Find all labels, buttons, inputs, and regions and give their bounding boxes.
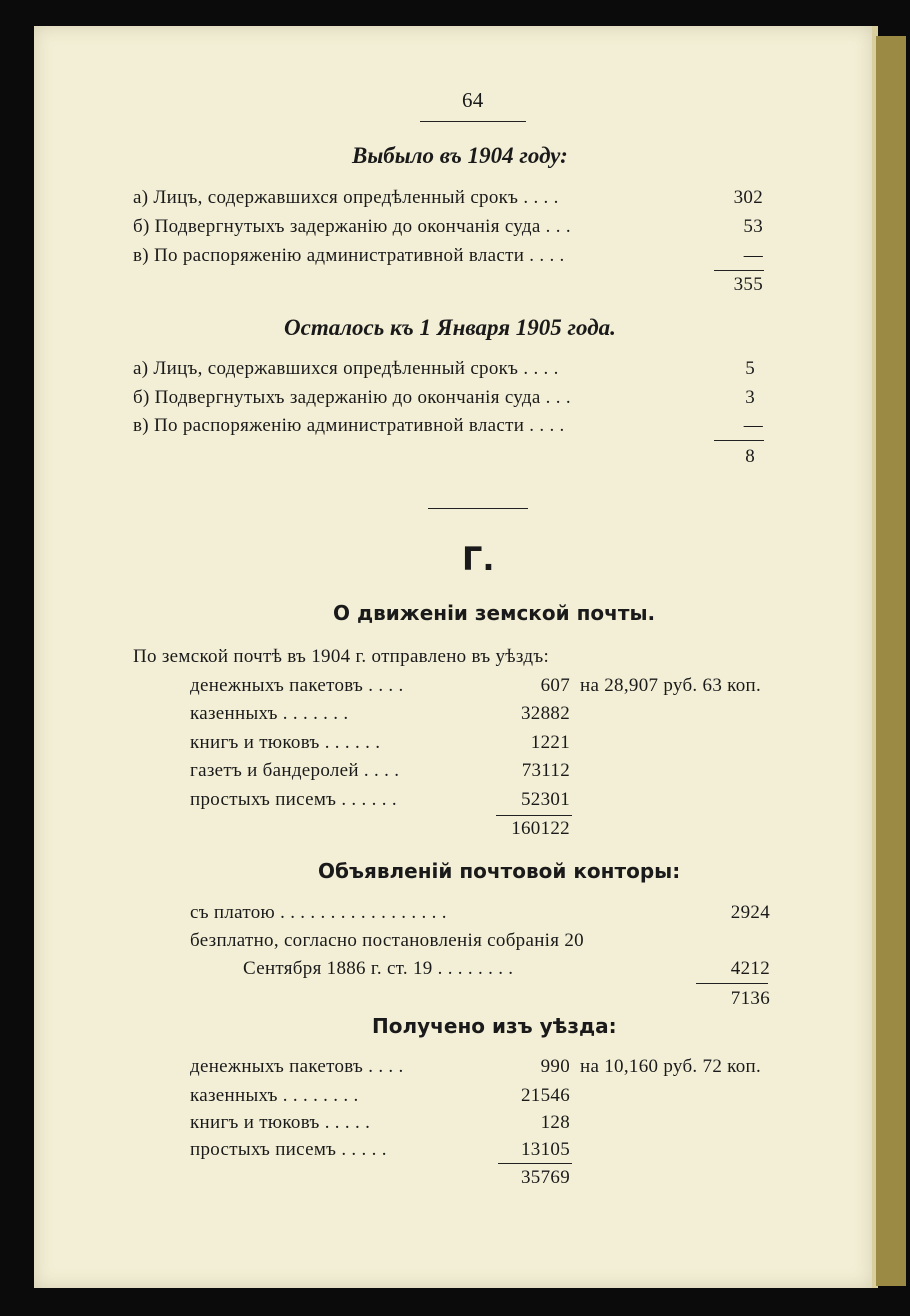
left-row-a-label: а) Лицъ, содержавшихся опредѣленный срокъ . . . . xyxy=(133,187,559,208)
section-title-remain: Осталось къ 1 Января 1905 года. xyxy=(284,315,616,340)
recv-row-1-value: 990 xyxy=(540,1056,570,1077)
ads-row-2-label: безплатно, согласно постановленія собранія 20 xyxy=(190,930,584,951)
remain-sum-rule xyxy=(714,440,764,441)
remain-row-c-value: — xyxy=(743,415,763,436)
left-row-b-value: 53 xyxy=(743,216,763,237)
sent-row-3-label: книгъ и тюковъ . . . . . . xyxy=(190,732,381,753)
ads-row-1-label: съ платою . . . . . . . . . . . . . . . . . xyxy=(190,902,447,923)
recv-title: Получено изъ уѣзда: xyxy=(372,1014,617,1038)
recv-total: 35769 xyxy=(521,1167,570,1188)
left-total: 355 xyxy=(733,274,763,295)
remain-row-b-value: 3 xyxy=(745,387,755,408)
recv-row-3-label: книгъ и тюковъ . . . . . xyxy=(190,1112,371,1133)
sent-row-4-value: 73112 xyxy=(521,760,570,781)
sent-sum-rule xyxy=(496,815,572,816)
section-letter: Г. xyxy=(462,540,495,578)
sent-total: 160122 xyxy=(511,818,570,839)
page-edge xyxy=(876,36,906,1286)
left-sum-rule xyxy=(714,270,764,271)
sent-row-1-label: денежныхъ пакетовъ . . . . xyxy=(190,675,404,696)
ads-row-1-value: 2924 xyxy=(730,902,770,923)
recv-row-1-extra: на 10,160 руб. 72 коп. xyxy=(580,1056,762,1077)
divider-rule xyxy=(428,508,528,509)
recv-sum-rule xyxy=(498,1163,572,1164)
recv-row-4-value: 13105 xyxy=(521,1139,570,1160)
ads-row-3-label: Сентября 1886 г. ст. 19 . . . . . . . . xyxy=(243,958,514,979)
ads-sum-rule xyxy=(696,983,768,984)
remain-total: 8 xyxy=(745,446,755,467)
page-number: 64 xyxy=(462,88,484,112)
sent-row-4-label: газетъ и бандеролей . . . . xyxy=(190,760,400,781)
sent-row-2-label: казенныхъ . . . . . . . xyxy=(190,703,349,724)
remain-row-c-label: в) По распоряженію административной власти . . . . xyxy=(133,415,565,436)
sent-row-5-value: 52301 xyxy=(521,789,570,810)
left-row-a-value: 302 xyxy=(733,187,763,208)
ads-title: Объявленій почтовой конторы: xyxy=(318,859,681,883)
sent-row-1-extra: на 28,907 руб. 63 коп. xyxy=(580,675,762,696)
recv-row-2-label: казенныхъ . . . . . . . . xyxy=(190,1085,359,1106)
remain-row-b-label: б) Подвергнутыхъ задержанію до окончанія суда . . . xyxy=(133,387,571,408)
recv-row-2-value: 21546 xyxy=(521,1085,570,1106)
sent-row-3-value: 1221 xyxy=(530,732,570,753)
recv-row-3-value: 128 xyxy=(540,1112,570,1133)
left-row-b-label: б) Подвергнутыхъ задержанію до окончанія суда . . . xyxy=(133,216,571,237)
sent-row-2-value: 32882 xyxy=(521,703,570,724)
recv-row-4-label: простыхъ писемъ . . . . . xyxy=(190,1139,387,1160)
remain-row-a-value: 5 xyxy=(745,358,755,379)
header-rule xyxy=(420,121,526,122)
ads-total: 7136 xyxy=(730,988,770,1009)
recv-row-1-label: денежныхъ пакетовъ . . . . xyxy=(190,1056,404,1077)
left-row-c-label: в) По распоряженію административной власти . . . . xyxy=(133,245,565,266)
left-row-c-value: — xyxy=(743,245,763,266)
post-section-title: О движеніи земской почты. xyxy=(333,601,656,625)
sent-intro: По земской почтѣ въ 1904 г. отправлено въ уѣздъ: xyxy=(133,646,550,667)
section-title-left: Выбыло въ 1904 году: xyxy=(352,143,568,168)
sent-row-1-value: 607 xyxy=(540,675,570,696)
remain-row-a-label: а) Лицъ, содержавшихся опредѣленный срокъ . . . . xyxy=(133,358,559,379)
sent-row-5-label: простыхъ писемъ . . . . . . xyxy=(190,789,397,810)
ads-row-3-value: 4212 xyxy=(730,958,770,979)
